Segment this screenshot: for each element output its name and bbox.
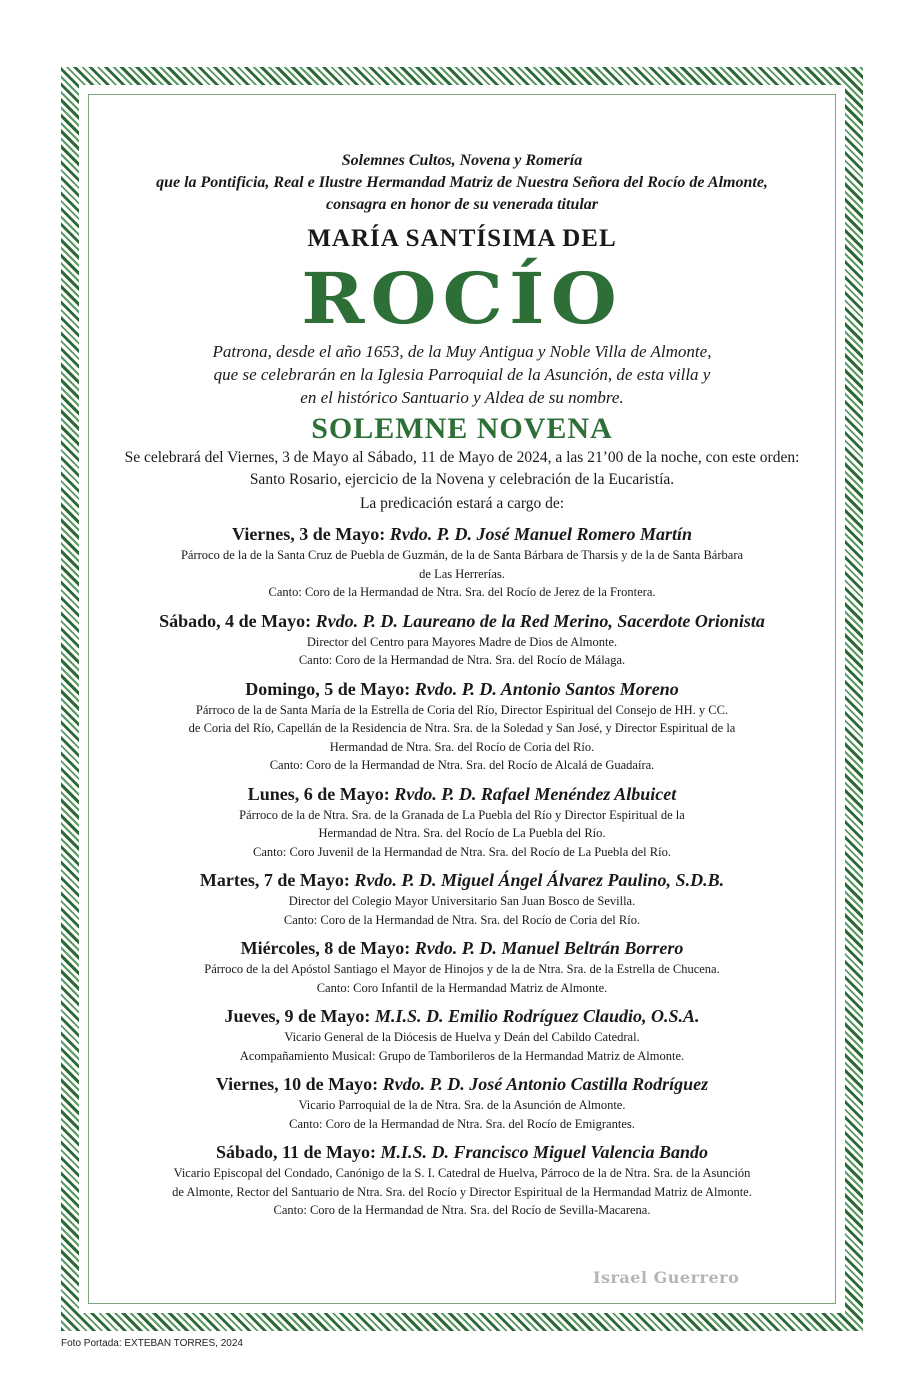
- day-detail-line: Párroco de la de Ntra. Sra. de la Granada de La Puebla del Río y Director Espiritual de la: [239, 807, 685, 822]
- day-detail-line: Canto: Coro de la Hermandad de Ntra. Sra. del Rocío de Emigrantes.: [289, 1116, 635, 1131]
- description-line: La predicación estará a cargo de:: [359, 495, 565, 512]
- schedule-day: [100, 1005, 824, 1065]
- schedule-day: [100, 783, 824, 862]
- day-preacher: Rvdo. P. D. Rafael Menéndez Albuicet: [394, 783, 677, 804]
- schedule-day: [100, 610, 824, 670]
- day-detail-line: Hermandad de Ntra. Sra. del Rocío de La Puebla del Río.: [318, 826, 606, 840]
- day-heading: [100, 610, 824, 633]
- schedule-day: [100, 523, 824, 602]
- novena-title: SOLEMNE NOVENA: [311, 412, 613, 445]
- author-credit: Israel Guerrero: [593, 1268, 740, 1287]
- day-heading: [100, 1005, 824, 1028]
- day-detail-line: Acompañamiento Musical: Grupo de Tamborileros de la Hermandad Matriz de Almonte.: [239, 1048, 685, 1063]
- day-detail-line: de Coria del Río, Capellán de la Residencia de Ntra. Sra. de la Soledad y San José, y Director Espiritual de la: [188, 721, 736, 735]
- poster-content: [100, 150, 824, 1220]
- day-detail-line: Vicario Parroquial de la de Ntra. Sra. de la Asunción de Almonte.: [298, 1098, 626, 1112]
- photo-credit: Foto Portada: EXTEBAN TORRES, 2024: [61, 1338, 243, 1349]
- day-date: Domingo, 5 de Mayo:: [245, 678, 411, 699]
- day-detail-line: Párroco de la de la Santa Cruz de Puebla de Guzmán, de la de Santa Bárbara de Tharsis y de la de Santa Bárbara: [180, 548, 744, 562]
- day-preacher: Rvdo. P. D. Manuel Beltrán Borrero: [414, 938, 684, 958]
- novena-description: [100, 447, 824, 515]
- patrona-line: en el histórico Santuario y Aldea de su nombre.: [300, 388, 624, 407]
- day-date: Viernes, 10 de Mayo:: [215, 1074, 379, 1094]
- day-preacher: Rvdo. P. D. Laureano de la Red Merino, Sacerdote Orionista: [315, 610, 765, 631]
- day-date: Sábado, 4 de Mayo:: [159, 610, 312, 631]
- patrona-line: que se celebrarán en la Iglesia Parroquial de la Asunción, de esta villa y: [213, 365, 711, 384]
- intro-line: Solemnes Cultos, Novena y Romería: [341, 152, 583, 169]
- day-detail-line: Canto: Coro Infantil de la Hermandad Matriz de Almonte.: [316, 980, 608, 995]
- day-detail-line: Canto: Coro de la Hermandad de Ntra. Sra. del Rocío de Sevilla-Macarena.: [273, 1203, 651, 1217]
- day-heading: [100, 783, 824, 806]
- title-line: MARÍA SANTÍSIMA DEL: [307, 225, 617, 252]
- day-detail-line: Canto: Coro de la Hermandad de Ntra. Sra. del Rocío de Coria del Río.: [283, 912, 641, 927]
- day-heading: [100, 1073, 824, 1096]
- description-line: Santo Rosario, ejercicio de la Novena y celebración de la Eucaristía.: [249, 471, 675, 488]
- day-detail-line: Párroco de la de Santa María de la Estrella de Coria del Río, Director Espiritual del Consejo de HH. y CC.: [195, 702, 729, 717]
- schedule-day: [100, 1141, 824, 1220]
- schedule-day: [100, 1073, 824, 1133]
- title-main: ROCÍO: [301, 257, 623, 340]
- day-detail-line: Párroco de la del Apóstol Santiago el Mayor de Hinojos y de la de Ntra. Sra. de la Estrella de Chucena.: [204, 962, 720, 976]
- intro-text: [100, 150, 824, 216]
- day-detail-line: Canto: Coro Juvenil de la Hermandad de Ntra. Sra. del Rocío de La Puebla del Río.: [253, 844, 671, 859]
- day-detail-line: Director del Colegio Mayor Universitario San Juan Bosco de Sevilla.: [288, 894, 636, 908]
- day-detail-line: de Almonte, Rector del Santuario de Ntra. Sra. del Rocío y Director Espiritual de la Hermandad Matriz de Almonte.: [172, 1184, 752, 1199]
- day-heading: [100, 869, 824, 892]
- schedule-day: [100, 869, 824, 929]
- day-date: Martes, 7 de Mayo:: [199, 870, 350, 890]
- day-detail-line: Director del Centro para Mayores Madre de Dios de Almonte.: [306, 634, 618, 649]
- day-date: Lunes, 6 de Mayo:: [247, 783, 390, 804]
- day-date: Viernes, 3 de Mayo:: [231, 524, 386, 544]
- intro-line: consagra en honor de su venerada titular: [325, 196, 599, 213]
- patrona-text: [100, 340, 824, 409]
- patrona-line: Patrona, desde el año 1653, de la Muy Antigua y Noble Villa de Almonte,: [212, 342, 712, 361]
- day-heading: [100, 1141, 824, 1164]
- day-detail-line: de Las Herrerías.: [419, 566, 505, 581]
- day-heading: [100, 523, 824, 546]
- day-detail-line: Vicario Episcopal del Condado, Canónigo de la S. I. Catedral de Huelva, Párroco de la de Ntra. Sra. de la Asunción: [173, 1166, 751, 1180]
- schedule-day: [100, 937, 824, 997]
- day-preacher: M.I.S. D. Emilio Rodríguez Claudio, O.S.A.: [374, 1006, 700, 1026]
- day-preacher: Rvdo. P. D. Miguel Ángel Álvarez Paulino, S.D.B.: [354, 870, 725, 890]
- day-detail-line: Hermandad de Ntra. Sra. del Rocío de Coria del Río.: [329, 739, 595, 754]
- day-date: Miércoles, 8 de Mayo:: [240, 938, 411, 958]
- intro-line: que la Pontificia, Real e Ilustre Hermandad Matriz de Nuestra Señora del Rocío de Almonte,: [156, 174, 768, 191]
- day-preacher: Rvdo. P. D. Antonio Santos Moreno: [414, 678, 679, 699]
- day-preacher: Rvdo. P. D. José Antonio Castilla Rodríguez: [382, 1074, 709, 1094]
- schedule-day: [100, 678, 824, 775]
- day-heading: [100, 937, 824, 960]
- day-preacher: Rvdo. P. D. José Manuel Romero Martín: [389, 524, 692, 544]
- schedule-list: [100, 523, 824, 1220]
- description-line: Se celebrará del Viernes, 3 de Mayo al Sábado, 11 de Mayo de 2024, a las 21’00 de la noche, con este orden:: [124, 449, 800, 466]
- day-preacher: M.I.S. D. Francisco Miguel Valencia Bando: [380, 1142, 709, 1162]
- day-date: Jueves, 9 de Mayo:: [224, 1006, 371, 1026]
- day-detail-line: Canto: Coro de la Hermandad de Ntra. Sra. del Rocío de Málaga.: [298, 653, 626, 667]
- day-detail-line: Vicario General de la Diócesis de Huelva y Deán del Cabildo Catedral.: [284, 1030, 640, 1044]
- day-heading: [100, 678, 824, 701]
- day-detail-line: Canto: Coro de la Hermandad de Ntra. Sra. del Rocío de Alcalá de Guadaíra.: [269, 758, 655, 772]
- day-date: Sábado, 11 de Mayo:: [215, 1142, 376, 1162]
- day-detail-line: Canto: Coro de la Hermandad de Ntra. Sra. del Rocío de Jerez de la Frontera.: [268, 585, 656, 599]
